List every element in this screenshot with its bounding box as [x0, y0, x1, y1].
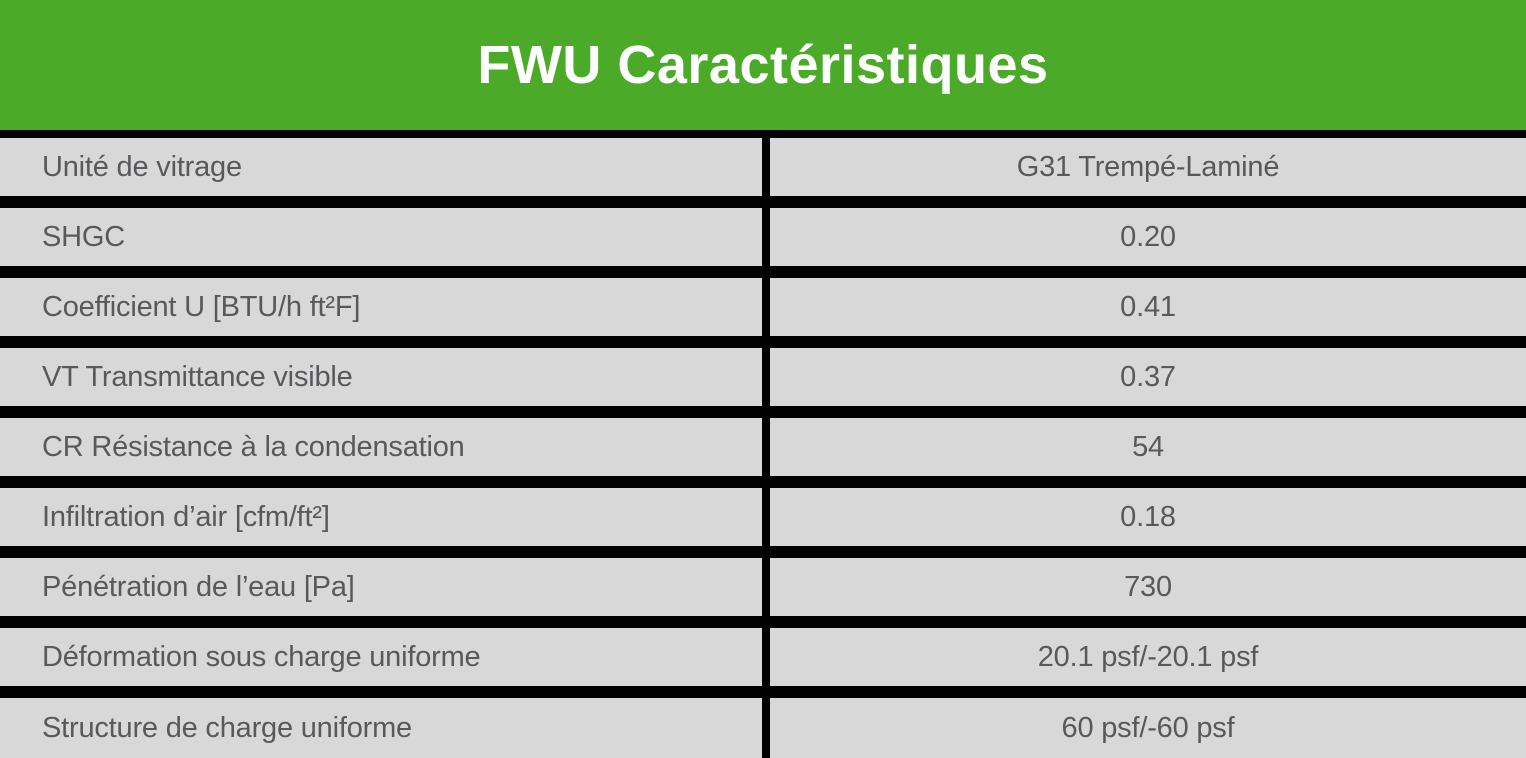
column-divider: [762, 488, 770, 546]
table-row: [0, 278, 1526, 336]
characteristics-table: [0, 130, 1526, 758]
row-label: Pénétration de l’eau [Pa]: [42, 570, 355, 603]
column-divider: [762, 278, 770, 336]
row-label-cell: [0, 698, 762, 758]
row-label-cell: [0, 488, 762, 546]
row-value: 0.37: [1120, 360, 1176, 393]
table-row: [0, 348, 1526, 406]
row-value: 0.20: [1120, 220, 1176, 253]
table-row: [0, 138, 1526, 196]
row-label: Unité de vitrage: [42, 150, 242, 183]
title-band: [0, 0, 1526, 130]
row-value-cell: [770, 348, 1526, 406]
row-value: 60 psf/-60 psf: [1061, 711, 1235, 744]
row-label-cell: [0, 628, 762, 686]
column-divider: [762, 558, 770, 616]
row-label: Coefficient U [BTU/h ft²F]: [42, 290, 361, 323]
row-label: Infiltration d’air [cfm/ft²]: [42, 500, 330, 533]
row-value-cell: [770, 278, 1526, 336]
row-value-cell: [770, 138, 1526, 196]
row-value-cell: [770, 628, 1526, 686]
column-divider: [762, 348, 770, 406]
table-row: [0, 418, 1526, 476]
table-row: [0, 558, 1526, 616]
column-divider: [762, 628, 770, 686]
column-divider: [762, 418, 770, 476]
row-label: Déformation sous charge uniforme: [42, 640, 481, 673]
row-label-cell: [0, 208, 762, 266]
column-divider: [762, 698, 770, 758]
row-label-cell: [0, 418, 762, 476]
row-value: 54: [1132, 430, 1164, 463]
table-row: [0, 208, 1526, 266]
row-label: Structure de charge uniforme: [42, 711, 412, 744]
row-value-cell: [770, 208, 1526, 266]
row-value: G31 Trempé-Laminé: [1016, 150, 1280, 183]
row-value-cell: [770, 558, 1526, 616]
row-label-cell: [0, 348, 762, 406]
row-label: VT Transmittance visible: [42, 360, 353, 393]
row-label-cell: [0, 138, 762, 196]
row-value-cell: [770, 418, 1526, 476]
column-divider: [762, 138, 770, 196]
row-value: 730: [1124, 570, 1172, 603]
row-value: 20.1 psf/-20.1 psf: [1037, 640, 1259, 673]
row-label: CR Résistance à la condensation: [42, 430, 465, 463]
column-divider: [762, 208, 770, 266]
page-title: FWU Caractéristiques: [477, 35, 1049, 95]
row-label-cell: [0, 278, 762, 336]
row-value-cell: [770, 488, 1526, 546]
row-value: 0.18: [1120, 500, 1176, 533]
row-label-cell: [0, 558, 762, 616]
row-label: SHGC: [42, 220, 125, 253]
table-row: [0, 698, 1526, 758]
row-value-cell: [770, 698, 1526, 758]
row-value: 0.41: [1120, 290, 1176, 323]
table-row: [0, 488, 1526, 546]
table-row: [0, 628, 1526, 686]
